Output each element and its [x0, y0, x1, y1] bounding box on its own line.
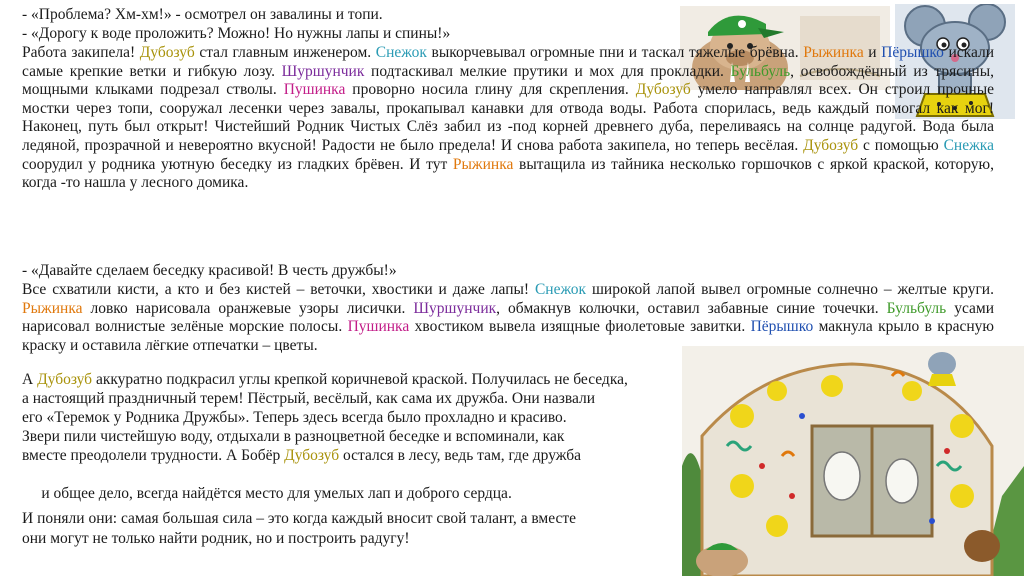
story-paragraph-work — [22, 44, 994, 193]
story-text: Все схватили кисти, а кто и без кистей – веточки, хвостики и даже лапы! — [22, 281, 535, 298]
story-text: искали самые крепкие ветки и гибкую лозу. — [22, 44, 994, 80]
character-name-dubozub: Дубозуб — [635, 81, 691, 99]
story-text: и общее дело, всегда найдётся место для умелых лап и доброго сердца. — [37, 484, 512, 502]
story-text: с помощью — [858, 136, 944, 154]
story-line-moral-1 — [22, 510, 672, 529]
character-name-ryzhinka: Рыжинка — [803, 44, 864, 61]
story-line-quote — [22, 262, 672, 281]
character-name-bulbul: Бульбуль — [886, 299, 947, 317]
character-name-peryshko: Пёрышко — [881, 44, 944, 61]
character-name-snezhok: Снежок — [534, 281, 587, 298]
story-line-terem — [22, 390, 672, 409]
story-line-1 — [22, 6, 672, 25]
character-name-shurshunchik: Шуршунчик — [413, 299, 497, 317]
story-text: остался в лесу, ведь там, где дружба — [339, 447, 582, 464]
story-text: вместе преодолели трудности. А Бобёр — [22, 447, 285, 464]
story-text: хвостиком вывела изящные фиолетовые завитки. — [409, 318, 751, 336]
story-text: широкой лапой вывел огромные солнечно – желтые круги. — [586, 281, 994, 298]
character-name-ryzhinka: Рыжинка — [452, 155, 514, 173]
character-name-dubozub: Дубозуб — [803, 136, 859, 154]
character-name-dubozub: Дубозуб — [139, 44, 195, 61]
character-name-dubozub: Дубозуб — [37, 371, 93, 388]
character-name-shurshunchik: Шуршунчик — [281, 62, 365, 80]
painted-gazebo-illustration — [682, 346, 1024, 576]
character-name-peryshko: Пёрышко — [750, 318, 814, 336]
story-line-beaver — [22, 447, 672, 466]
story-text: вытащила из тайника несколько горшочков с яркой краской, которую, когда -то нашла у лесного домика. — [22, 155, 994, 192]
story-text: подтаскивал мелкие прутики и мох для прокладки. — [364, 62, 731, 80]
character-name-pushinka: Пушинка — [283, 81, 346, 99]
story-text: проворно носила глину для скрепления. — [345, 81, 636, 99]
story-paragraph-painting — [22, 281, 994, 355]
story-text: умело направлял всех. Он строил прочные мостки через топи, сооружал лесенки через завалы, прокапывал канавки для отвода воды. Работа спорилась, ведь каждый помогал как мог! Наконец, путь был открыт! Чистейший Родник Чистых Слёз забил из -под корней древнего дуба, переливаясь на солнце радугой. Вода была ледяной, прозрачной и невероятно вкусной! Радости не было предела! И снова работа закипела, но теперь весёлая. — [22, 81, 995, 154]
story-text: и — [863, 44, 882, 61]
story-text: стал главным инженером. — [194, 44, 376, 61]
story-text: - «Дорогу к воде проложить? Можно! Но нужны лапы и спины!» — [22, 25, 451, 42]
story-text: - «Проблема? Хм-хм!» - осмотрел он завалины и топи. — [22, 6, 383, 23]
story-text: - «Давайте сделаем беседку красивой! В честь дружбы!» — [22, 262, 397, 279]
story-text: И поняли они: самая большая сила – это когда каждый вносит свой талант, а вместе — [22, 510, 577, 527]
story-line-drink — [22, 428, 672, 447]
story-text: соорудил у родника уютную беседку из гладких брёвен. И тут — [22, 155, 453, 173]
story-text: усами нарисовал волнистые зелёные морские полосы. — [22, 299, 994, 336]
story-text: его «Теремок у Родника Дружбы». Теперь здесь всегда было прохладно и красиво. — [22, 409, 567, 426]
story-line-dubozub-paint — [22, 371, 672, 390]
story-line-name — [22, 409, 672, 428]
story-text: Звери пили чистейшую воду, отдыхали в разноцветной беседке и вспоминали, как — [22, 428, 565, 445]
story-text: выкорчевывал огромные пни и таскал тяжелые брёвна. — [426, 44, 804, 61]
story-text: аккуратно подкрасил углы крепкой коричневой краской. Получилась не беседка, — [92, 371, 628, 388]
character-name-pushinka: Пушинка — [347, 318, 410, 336]
character-name-snezhka: Снежка — [943, 136, 994, 154]
story-text: А — [22, 371, 38, 388]
story-text: а настоящий праздничный терем! Пёстрый, весёлый, как сама их дружба. Они назвали — [22, 390, 596, 407]
character-name-snezhok: Снежок — [375, 44, 427, 61]
story-text: макнула крыло в красную краску и оставила лёгкие отпечатки – цветы. — [22, 318, 994, 354]
story-text: , обмакнув колючки, оставил забавные синие точечки. — [496, 299, 887, 317]
story-text: Работа закипела! — [22, 44, 140, 61]
story-text: , освобождённый из трясины, мощными клыками подрезал стволы. — [22, 62, 994, 99]
story-line-2 — [22, 25, 672, 44]
story-text: ловко нарисовала оранжевые узоры лисички. — [82, 299, 414, 317]
story-line-moral-2 — [22, 530, 672, 549]
character-name-ryzhinka: Рыжинка — [22, 299, 83, 317]
story-text: они могут не только найти родник, но и построить радугу! — [22, 530, 410, 547]
character-name-dubozub: Дубозуб — [284, 447, 340, 464]
character-name-bulbul: Бульбуль — [730, 62, 791, 80]
